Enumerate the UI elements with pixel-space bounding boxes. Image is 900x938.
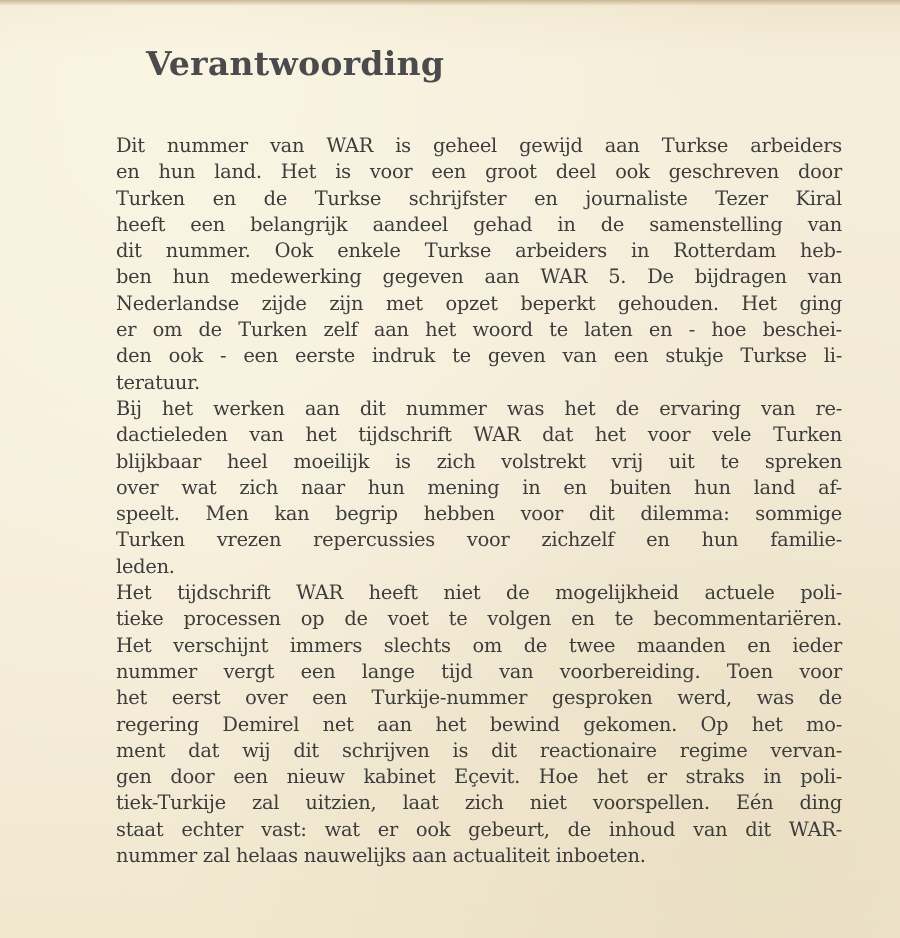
text-line: teratuur. <box>116 370 200 394</box>
body-text <box>116 133 842 869</box>
text-line: regering Demirel net aan het bewind gekomen. Op het mo- <box>116 712 842 736</box>
text-line: het eerst over een Turkije-nummer gesproken werd, was de <box>116 686 842 710</box>
text-line: speelt. Men kan begrip hebben voor dit dilemma: sommige <box>116 502 842 526</box>
text-line: gen door een nieuw kabinet Eçevit. Hoe het er straks in poli- <box>116 765 842 789</box>
text-line: nummer zal helaas nauwelijks aan actualiteit inboeten. <box>116 844 646 868</box>
text-line: over wat zich naar hun mening in en buiten hun land af- <box>116 475 842 499</box>
text-line: tiek-Turkije zal uitzien, laat zich niet voorspellen. Eén ding <box>116 791 842 815</box>
text-line: Het tijdschrift WAR heeft niet de mogelijkheid actuele poli- <box>116 581 842 605</box>
text-line: Turken vrezen repercussies voor zichzelf en hun familie- <box>116 528 842 552</box>
text-line: Het verschijnt immers slechts om de twee maanden en ieder <box>116 633 842 657</box>
text-line: Nederlandse zijde zijn met opzet beperkt gehouden. Het ging <box>116 291 842 315</box>
text-line: staat echter vast: wat er ook gebeurt, de inhoud van dit WAR- <box>116 817 842 841</box>
text-line: tieke processen op de voet te volgen en te becommentariëren. <box>116 607 842 631</box>
text-line: nummer vergt een lange tijd van voorbereiding. Toen voor <box>116 659 842 683</box>
text-line: den ook - een eerste indruk te geven van een stukje Turkse li- <box>116 344 842 368</box>
text-line: Turken en de Turkse schrijfster en journaliste Tezer Kiral <box>116 186 842 210</box>
text-line: Dit nummer van WAR is geheel gewijd aan Turkse arbeiders <box>116 134 842 157</box>
text-line: ment dat wij dit schrijven is dit reactionaire regime vervan- <box>116 738 842 762</box>
page-title: Verantwoording <box>146 44 445 83</box>
text-line: dit nummer. Ook enkele Turkse arbeiders in Rotterdam heb- <box>116 239 842 263</box>
text-line: er om de Turken zelf aan het woord te laten en - hoe beschei- <box>116 318 842 342</box>
text-line: leden. <box>116 554 175 578</box>
text-line: blijkbaar heel moeilijk is zich volstrekt vrij uit te spreken <box>116 449 842 473</box>
text-line: en hun land. Het is voor een groot deel ook geschreven door <box>116 160 842 184</box>
text-line: heeft een belangrijk aandeel gehad in de samenstelling van <box>116 212 842 236</box>
text-line: ben hun medewerking gegeven aan WAR 5. De bijdragen van <box>116 265 842 289</box>
text-line: Bij het werken aan dit nummer was het de ervaring van re- <box>116 396 842 420</box>
text-line: dactieleden van het tijdschrift WAR dat het voor vele Turken <box>116 423 842 447</box>
